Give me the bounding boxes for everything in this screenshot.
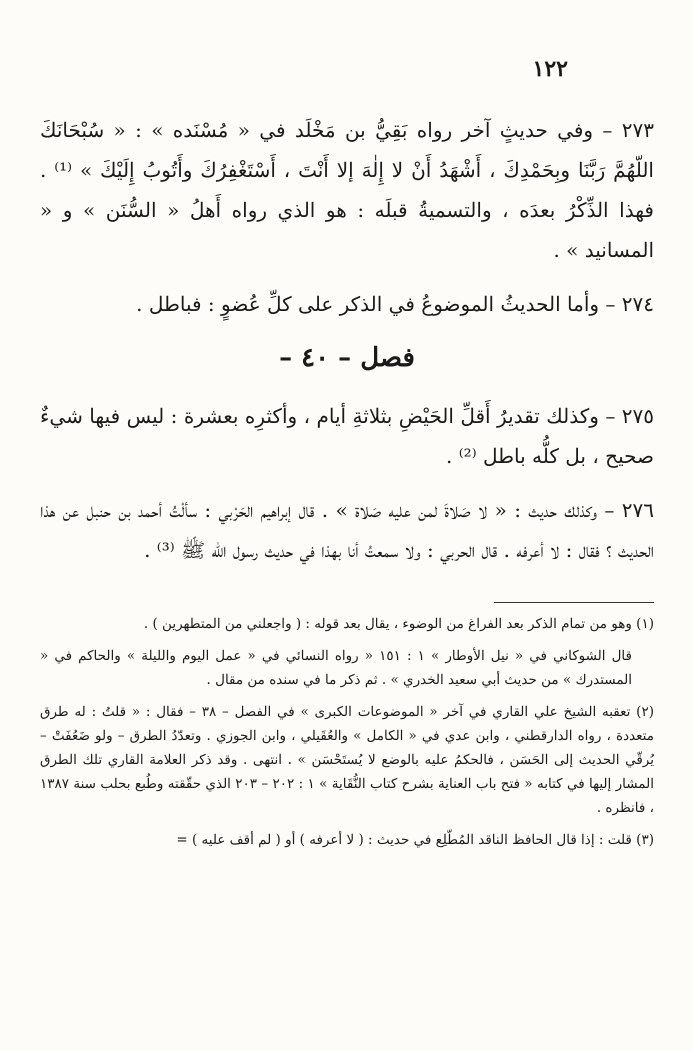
footnote-1-continued: قال الشوكاني في « نيل الأوطار » ١ : ١٥١ « رواه النسائي في « عمل اليوم والليلة » والحاكم في « المستدرك » من حديث أبي سعيد الخدري » . ثم ذكر ما في سنده من مقال . bbox=[40, 648, 632, 688]
footnote-1: (١) وهو من تمام الذكر بعد الفراغ من الوضوء ، يقال بعد قوله : ( واجعلني من المتطهرين ) . bbox=[143, 616, 654, 632]
paragraph-273: ٢٧٣ – وفي حديثٍ آخر رواه بَقِيُّ بن مَخْلَد في « مُسْنَده » : « سُبْحَانَكَ اللّهُمَّ رَبَّنَا وبِحَمْدِكَ ، أَشْهَدُ أَنْ لا إِلٰهَ إلا أَنْتَ ، أَسْتَغْفِرُكَ وأَتُوبُ إِلَيْكَ » ⁽¹⁾ . فهذا الذِّكْرُ بعدَه ، والتسميةُ قبلَه : هو الذي رواه أَهلُ « السُّنَن » و « المسانيد » . bbox=[40, 118, 654, 262]
page-number: ١٢٢ bbox=[532, 56, 568, 82]
footnote-2: (٢) تعقبه الشيخ علي القاري في آخر « الموضوعات الكبرى » في الفصل – ٣٨ – فقال : « قلتُ : له طرق متعددة ، رواه الدارقطني ، وابن عدي في « الكامل » والعُقَيلي ، وابن الجوزي . وتعدّدُ الطرق – ولو ضَعُفَتْ – يُرقّي الحديث إلى الحَسَن ، فالحكمُ عليه بالوضع لا يُستَحْسَن » . انتهى . وقد ذكر العلامة القاري تلك الطرق المشار إليها في كتابه « فتح باب العناية بشرح كتاب النُّقَاية » ١ : ٢٠٢ – ٢٠٣ الذي حقّقته وطُبع بحلب سنة ١٣٨٧ ، فانظره . bbox=[40, 704, 654, 816]
main-text bbox=[40, 110, 654, 584]
footnotes bbox=[40, 612, 654, 860]
footnote-3: (٣) قلت : إذا قال الحافظ الناقد المُطّلِع في حديث : ( لا أعرفه ) أو ( لم أقف عليه ) = bbox=[176, 832, 654, 848]
footnote-divider bbox=[494, 602, 654, 603]
paragraph-274: ٢٧٤ – وأما الحديثُ الموضوعُ في الذكر على كلِّ عُضوٍ : فباطل . bbox=[136, 292, 654, 316]
section-heading: فصل – ٤٠ – bbox=[279, 343, 415, 373]
paragraph-275: ٢٧٥ – وكذلك تقديرُ أَقلِّ الحَيْضِ بثلاثةِ أيام ، وأكثرِه بعشرة : ليس فيها شيءٌ صحيح ، بل كلُّه باطل ⁽²⁾ . bbox=[40, 404, 654, 468]
paragraph-276: ٢٧٦ – وكذلك حديث : « لا صَلاةَ لمن عليه صَلاة » . قال إبراهيم الحَرْبي : سألْتُ أحمد بن حنبل عن هذا الحديث ؟ فقال : لا أعرفه . قال الحربي : ولا سمعتُ أنا بهذا في حديث رسول الله ﷺ ⁽³⁾ . bbox=[40, 498, 654, 562]
